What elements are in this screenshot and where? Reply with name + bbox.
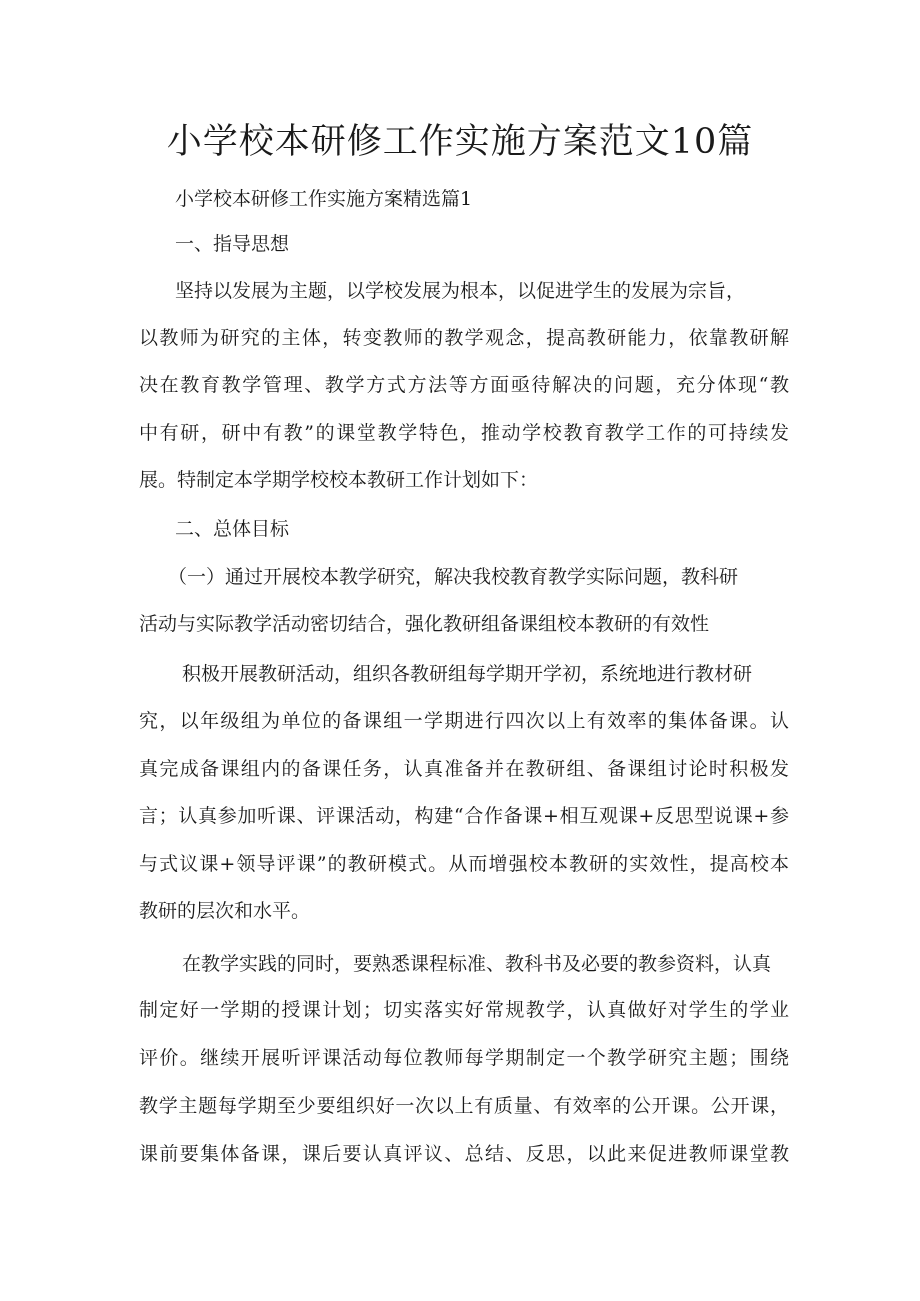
paragraph-line: 展。特制定本学期学校校本教研工作计划如下： xyxy=(139,469,539,491)
paragraph-line: 评价。继续开展听评课活动每位教师每学期制定一个教学研究主题；围绕 xyxy=(139,1047,789,1069)
paragraph-line: 制定好一学期的授课计划；切实落实好常规教学，认真做好对学生的学业 xyxy=(139,999,789,1021)
paragraph-line: 教研的层次和水平。 xyxy=(139,900,311,922)
document-title: 小学校本研修工作实施方案范文10篇 xyxy=(166,122,754,162)
paragraph-line: 决在教育教学管理、教学方式方法等方面亟待解决的问题，充分体现“教 xyxy=(139,374,789,396)
paragraph-line: 教学主题每学期至少要组织好一次以上有质量、有效率的公开课。公开课， xyxy=(139,1095,789,1117)
paragraph-line: 活动与实际教学活动密切结合，强化教研组备课组校本教研的有效性 xyxy=(139,613,710,635)
paragraph-line: 课前要集体备课，课后要认真评议、总结、反思，以此来促进教师课堂教 xyxy=(139,1143,789,1165)
section-heading-overall-goals: 二、总体目标 xyxy=(175,518,290,540)
paragraph-line: 以教师为研究的主体，转变教师的教学观念，提高教研能力，依靠教研解 xyxy=(139,327,789,349)
paragraph-line: 积极开展教研活动，组织各教研组每学期开学初，系统地进行教材研 xyxy=(182,663,753,685)
document-subtitle: 小学校本研修工作实施方案精选篇1 xyxy=(175,188,473,210)
paragraph-line: 究，以年级组为单位的备课组一学期进行四次以上有效率的集体备课。认 xyxy=(139,710,789,732)
paragraph-line: 中有研，研中有教”的课堂教学特色，推动学校教育教学工作的可持续发 xyxy=(139,422,789,444)
section-heading-guiding-ideology: 一、指导思想 xyxy=(175,233,290,255)
paragraph-line: 真完成备课组内的备课任务，认真准备并在教研组、备课组讨论时积极发 xyxy=(139,758,789,780)
paragraph-line: 与式议课+领导评课”的教研模式。从而增强校本教研的实效性，提高校本 xyxy=(139,853,789,875)
paragraph-line: （一）通过开展校本教学研究，解决我校教育教学实际问题，教科研 xyxy=(168,566,739,588)
paragraph-line: 在教学实践的同时，要熟悉课程标准、教科书及必要的教参资料，认真 xyxy=(182,953,772,975)
paragraph-line: 言；认真参加听课、评课活动，构建“合作备课+相互观课+反思型说课+参 xyxy=(139,805,789,827)
paragraph-line: 坚持以发展为主题，以学校发展为根本，以促进学生的发展为宗旨， xyxy=(175,280,746,302)
